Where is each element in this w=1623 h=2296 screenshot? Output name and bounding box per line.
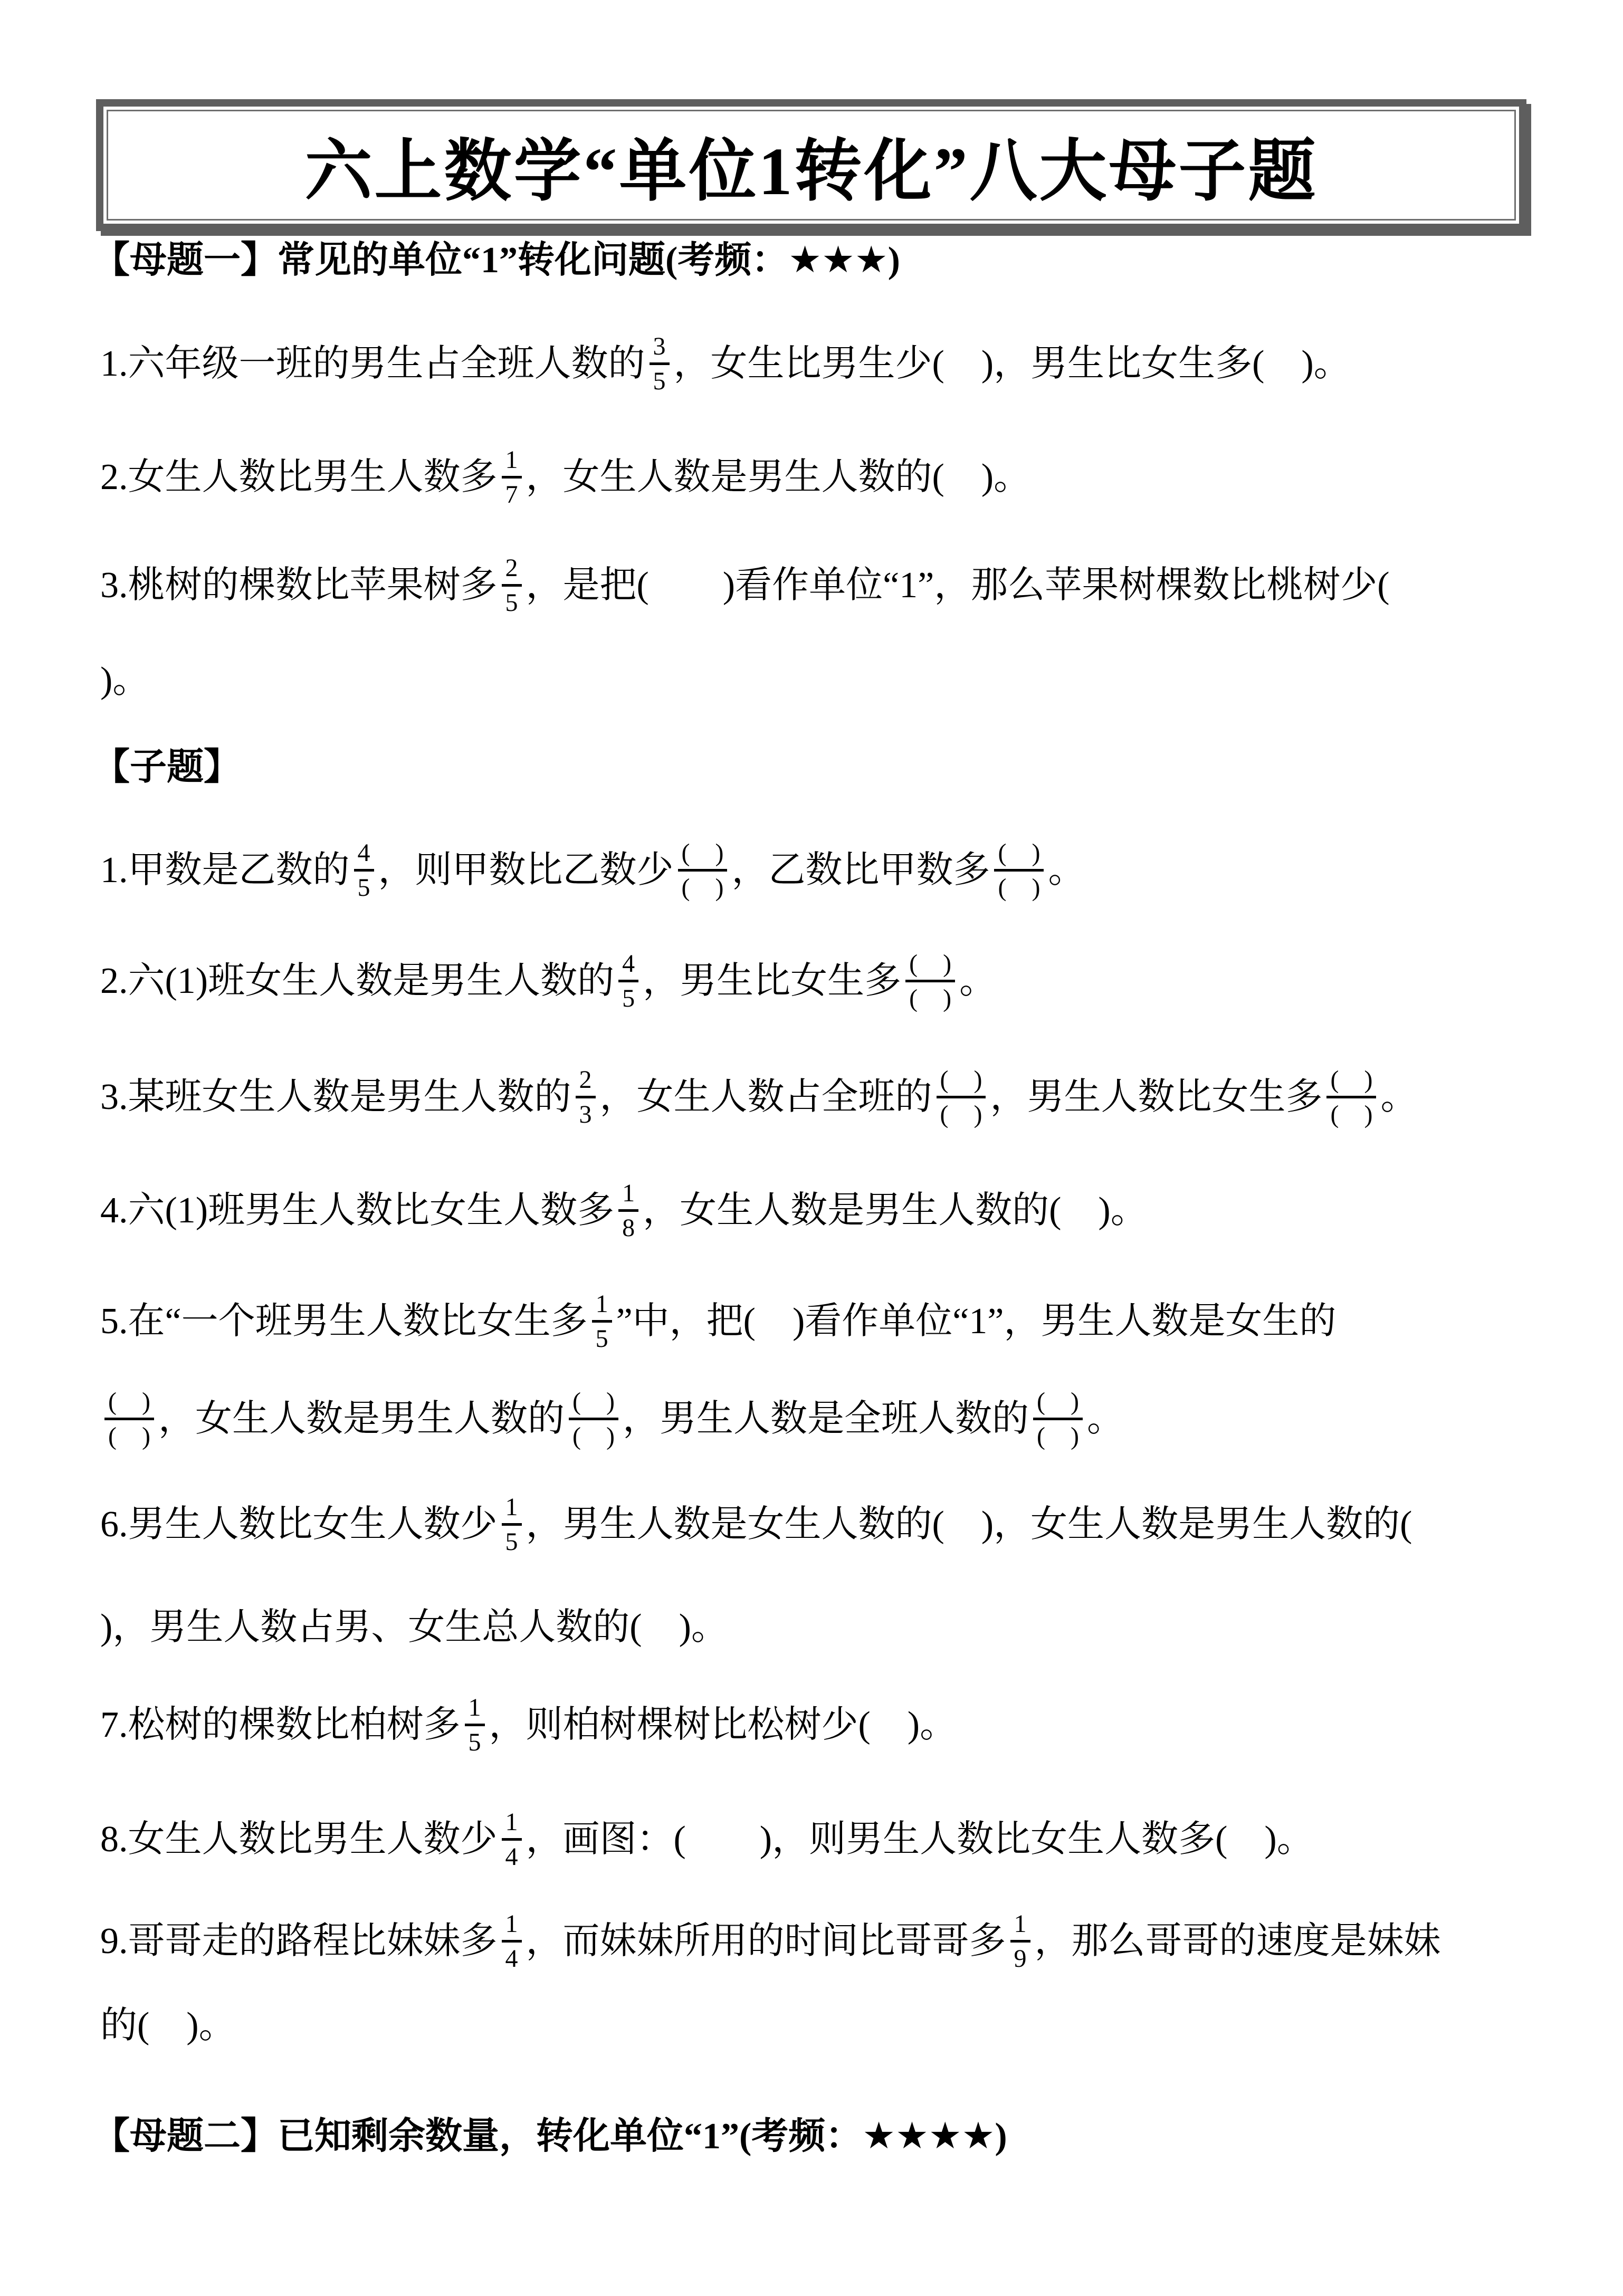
- text-run: ，则甲数比乙数少: [378, 850, 674, 891]
- text-run: 【母题二】已知剩余数量，转化单位“1”(考频：★★★★): [93, 2116, 1007, 2157]
- subproblem-7: [100, 1686, 957, 1765]
- text-run: 。: [959, 961, 997, 1001]
- fraction-denominator: 7: [502, 476, 522, 509]
- subproblem-9-line-2: [100, 1986, 236, 2065]
- problem-2: [100, 438, 1030, 517]
- problem-3-line-1: [100, 546, 1390, 625]
- fraction-numerator: ( ): [681, 839, 724, 867]
- text-run: 7.松树的棵数比柏树多: [100, 1705, 461, 1745]
- fraction: [1326, 1066, 1376, 1129]
- fraction-numerator: 2: [579, 1066, 592, 1094]
- fraction: [592, 1290, 612, 1353]
- fraction-denominator: ( ): [1326, 1096, 1376, 1129]
- text-run: 3.某班女生人数是男生人数的: [100, 1077, 571, 1117]
- fraction-denominator: ( ): [1033, 1418, 1083, 1451]
- fraction-numerator: ( ): [108, 1388, 150, 1416]
- text-run: ，而妹妹所用的时间比哥哥多: [526, 1921, 1006, 1962]
- fraction: [576, 1066, 596, 1129]
- subproblem-2: [100, 942, 996, 1021]
- fraction-numerator: 1: [1014, 1910, 1027, 1938]
- text-run: ，男生人数是女生人数的( )，女生人数是男生人数的(: [526, 1504, 1412, 1545]
- fraction: [937, 1066, 986, 1129]
- text-run: 。: [1086, 1399, 1124, 1439]
- fraction-numerator: 3: [653, 332, 666, 361]
- text-run: ，是把( )看作单位“1”，那么苹果树棵数比桃树少(: [526, 565, 1390, 606]
- fraction-numerator: 1: [505, 1493, 518, 1522]
- text-run: 4.六(1)班男生人数比女生人数多: [100, 1190, 615, 1231]
- text-run: ，女生比男生少( )，男生比女生多( )。: [673, 343, 1351, 384]
- fraction: [1033, 1388, 1083, 1451]
- fraction-numerator: ( ): [940, 1066, 982, 1094]
- text-run: ，则柏树棵树比松树少( )。: [489, 1705, 957, 1745]
- subproblem-6-line-1: [100, 1485, 1412, 1564]
- text-run: ，女生人数是男生人数的( )。: [643, 1190, 1148, 1231]
- fraction-denominator: 8: [618, 1209, 638, 1242]
- fraction-denominator: 4: [502, 1940, 522, 1973]
- fraction-denominator: ( ): [937, 1096, 986, 1129]
- text-run: 5.在“一个班男生人数比女生多: [100, 1301, 588, 1342]
- text-run: 1.甲数是乙数的: [100, 850, 350, 891]
- fraction: [354, 839, 374, 902]
- fraction: [465, 1694, 485, 1757]
- text-run: )，男生人数占男、女生总人数的( )。: [100, 1607, 728, 1648]
- text-run: ”中，把( )看作单位“1”，男生人数是女生的: [616, 1301, 1336, 1342]
- text-run: ，女生人数是男生人数的: [158, 1399, 565, 1439]
- fraction: [618, 950, 638, 1013]
- text-run: ，男生比女生多: [643, 961, 902, 1001]
- text-run: 。: [1380, 1077, 1418, 1117]
- text-run: 的( )。: [100, 2005, 236, 2046]
- text-run: 3.桃树的棵数比苹果树多: [100, 565, 498, 606]
- text-run: ，女生人数占全班的: [599, 1077, 932, 1117]
- fraction-denominator: 4: [502, 1838, 522, 1871]
- fraction-numerator: 1: [505, 446, 518, 474]
- fraction: [618, 1179, 638, 1242]
- fraction-numerator: 1: [595, 1290, 608, 1318]
- heading-mother-1: [93, 221, 900, 300]
- fraction-numerator: ( ): [1330, 1066, 1373, 1094]
- text-run: ，那么哥哥的速度是妹妹: [1034, 1921, 1441, 1962]
- fraction-denominator: 5: [354, 869, 374, 902]
- fraction-denominator: ( ): [994, 869, 1044, 902]
- problem-1: [100, 324, 1351, 404]
- fraction-denominator: ( ): [104, 1418, 154, 1451]
- fraction: [905, 950, 955, 1013]
- heading-mother-2: [93, 2097, 1007, 2176]
- fraction-numerator: 4: [622, 950, 635, 978]
- problem-3-line-2: [100, 641, 149, 720]
- text-run: 2.六(1)班女生人数是男生人数的: [100, 961, 615, 1001]
- subproblem-4: [100, 1171, 1148, 1250]
- fraction-numerator: 1: [468, 1694, 481, 1722]
- text-run: 1.六年级一班的男生占全班人数的: [100, 343, 645, 384]
- fraction: [650, 332, 670, 396]
- fraction-numerator: 2: [505, 554, 518, 582]
- fraction-denominator: ( ): [905, 980, 955, 1013]
- text-run: )。: [100, 660, 150, 701]
- title-box-inner-border: [107, 110, 1516, 221]
- fraction-denominator: ( ): [569, 1418, 618, 1451]
- page-title: 六上数学“单位1转化”八大母子题: [304, 134, 1318, 209]
- heading-subproblems: [93, 728, 241, 807]
- fraction: [994, 839, 1044, 902]
- fraction-denominator: 5: [618, 980, 638, 1013]
- fraction: [1010, 1910, 1030, 1973]
- text-run: 6.男生人数比女生人数少: [100, 1504, 498, 1545]
- text-run: 。: [1048, 850, 1085, 891]
- fraction: [502, 446, 522, 509]
- subproblem-1: [100, 831, 1085, 910]
- fraction-numerator: ( ): [909, 950, 952, 978]
- fraction-numerator: 1: [505, 1808, 518, 1836]
- fraction: [502, 1910, 522, 1973]
- text-run: ，女生人数是男生人数的( )。: [526, 457, 1031, 498]
- text-run: 2.女生人数比男生人数多: [100, 457, 498, 498]
- text-run: ，画图：( )，则男生人数比女生人数多( )。: [526, 1819, 1314, 1860]
- fraction-denominator: 5: [502, 1523, 522, 1556]
- fraction-denominator: 5: [465, 1724, 485, 1757]
- fraction: [502, 1808, 522, 1871]
- text-run: 8.女生人数比男生人数少: [100, 1819, 498, 1860]
- subproblem-5-line-1: [100, 1282, 1336, 1361]
- fraction-numerator: 1: [505, 1910, 518, 1938]
- fraction: [104, 1388, 154, 1451]
- subproblem-9-line-1: [100, 1902, 1441, 1981]
- fraction-denominator: 9: [1010, 1940, 1030, 1973]
- subproblem-5-line-2: [100, 1380, 1124, 1459]
- fraction-numerator: ( ): [572, 1388, 615, 1416]
- text-run: 9.哥哥走的路程比妹妹多: [100, 1921, 498, 1962]
- fraction-numerator: 1: [622, 1179, 635, 1208]
- fraction-numerator: 4: [357, 839, 370, 867]
- text-run: 【母题一】常见的单位“1”转化问题(考频：★★★): [93, 240, 900, 281]
- fraction: [569, 1388, 618, 1451]
- fraction: [678, 839, 728, 902]
- fraction-numerator: ( ): [1036, 1388, 1079, 1416]
- fraction: [502, 1493, 522, 1556]
- subproblem-6-line-2: [100, 1588, 728, 1667]
- fraction-denominator: ( ): [678, 869, 728, 902]
- text-run: ，男生人数是全班人数的: [622, 1399, 1029, 1439]
- fraction-denominator: 3: [576, 1096, 596, 1129]
- text-run: 【子题】: [93, 747, 241, 788]
- text-run: ，男生人数比女生多: [990, 1077, 1323, 1117]
- fraction-numerator: ( ): [998, 839, 1040, 867]
- subproblem-8: [100, 1800, 1314, 1879]
- fraction-denominator: 5: [592, 1320, 612, 1353]
- fraction-denominator: 5: [502, 584, 522, 617]
- fraction: [502, 554, 522, 617]
- text-run: ，乙数比甲数多: [731, 850, 990, 891]
- subproblem-3: [100, 1058, 1417, 1137]
- title-box: [96, 99, 1526, 231]
- fraction-denominator: 5: [650, 362, 670, 396]
